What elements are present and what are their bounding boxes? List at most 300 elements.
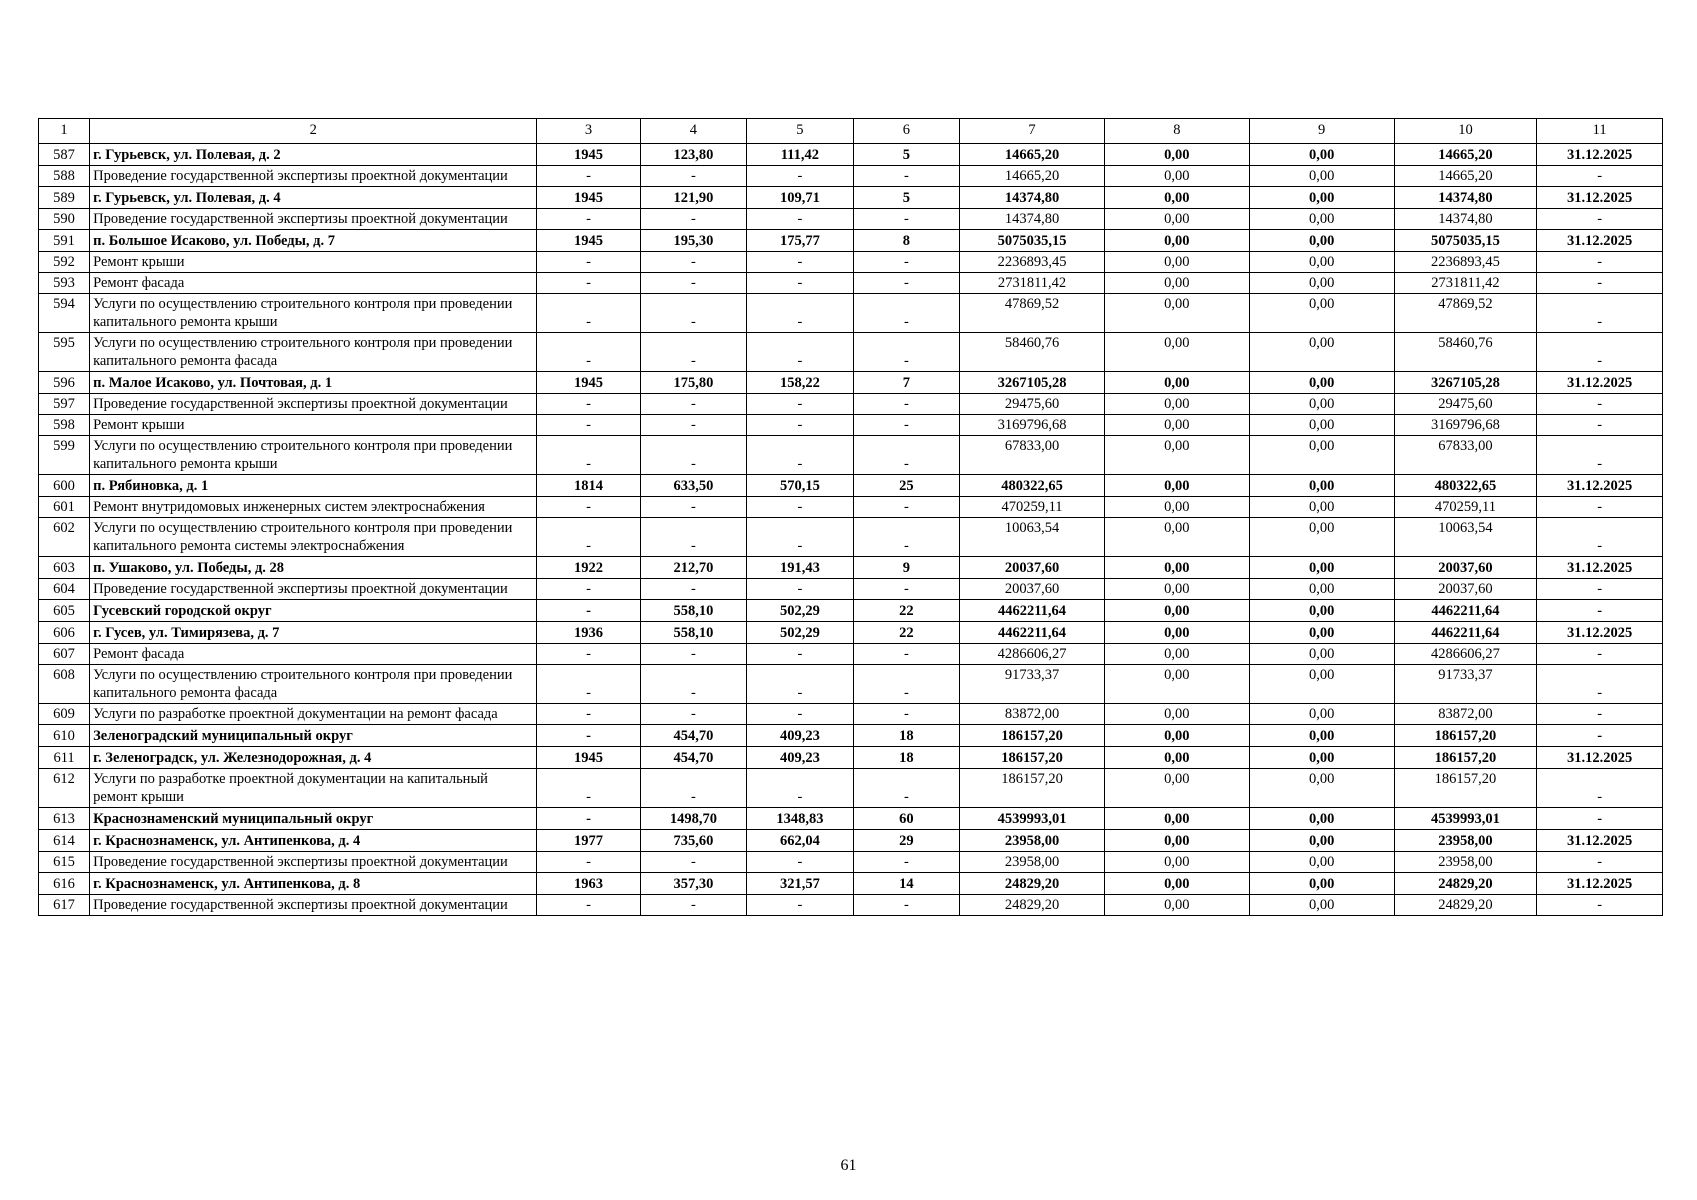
table-body <box>39 144 1663 916</box>
area-living-cell: - <box>747 665 853 704</box>
year-cell: 1814 <box>537 475 640 497</box>
cost-total-cell: 2236893,45 <box>960 252 1105 273</box>
cost-col10-cell: 23958,00 <box>1394 852 1537 873</box>
year-cell: 1977 <box>537 830 640 852</box>
row-number-cell: 612 <box>39 769 90 808</box>
area-total-cell: 633,50 <box>640 475 746 497</box>
row-number-cell: 598 <box>39 415 90 436</box>
cost-col10-cell: 3267105,28 <box>1394 372 1537 394</box>
cost-col10-cell: 5075035,15 <box>1394 230 1537 252</box>
cost-col9-cell: 0,00 <box>1249 394 1394 415</box>
cost-total-cell: 4286606,27 <box>960 644 1105 665</box>
area-total-cell: - <box>640 294 746 333</box>
table-row-address <box>39 187 1663 209</box>
area-living-cell: 321,57 <box>747 873 853 895</box>
residents-cell: 60 <box>853 808 959 830</box>
cost-col8-cell: 0,00 <box>1104 557 1249 579</box>
year-cell: 1945 <box>537 372 640 394</box>
year-cell: - <box>537 333 640 372</box>
cost-col8-cell: 0,00 <box>1104 415 1249 436</box>
cost-col8-cell: 0,00 <box>1104 830 1249 852</box>
deadline-cell: 31.12.2025 <box>1537 873 1663 895</box>
row-number-cell: 595 <box>39 333 90 372</box>
cost-col8-cell: 0,00 <box>1104 747 1249 769</box>
cost-col9-cell: 0,00 <box>1249 665 1394 704</box>
table-row-work <box>39 415 1663 436</box>
table-row-work <box>39 665 1663 704</box>
deadline-cell: - <box>1537 665 1663 704</box>
item-name-cell: Ремонт крыши <box>90 252 537 273</box>
table-row-address <box>39 144 1663 166</box>
deadline-cell: - <box>1537 808 1663 830</box>
residents-cell: 8 <box>853 230 959 252</box>
area-total-cell: - <box>640 333 746 372</box>
residents-cell: 22 <box>853 600 959 622</box>
cost-col9-cell: 0,00 <box>1249 830 1394 852</box>
cost-col9-cell: 0,00 <box>1249 333 1394 372</box>
cost-col9-cell: 0,00 <box>1249 497 1394 518</box>
area-total-cell: - <box>640 394 746 415</box>
cost-total-cell: 2731811,42 <box>960 273 1105 294</box>
year-cell: 1945 <box>537 230 640 252</box>
cost-total-cell: 23958,00 <box>960 852 1105 873</box>
area-total-cell: 121,90 <box>640 187 746 209</box>
header-cell: 4 <box>640 119 746 144</box>
year-cell: 1945 <box>537 144 640 166</box>
year-cell: - <box>537 769 640 808</box>
year-cell: 1936 <box>537 622 640 644</box>
cost-col9-cell: 0,00 <box>1249 209 1394 230</box>
cost-col9-cell: 0,00 <box>1249 725 1394 747</box>
cost-col9-cell: 0,00 <box>1249 579 1394 600</box>
row-number-cell: 615 <box>39 852 90 873</box>
deadline-cell: 31.12.2025 <box>1537 230 1663 252</box>
table-row-work <box>39 644 1663 665</box>
row-number-cell: 609 <box>39 704 90 725</box>
table-row-work <box>39 394 1663 415</box>
area-total-cell: - <box>640 852 746 873</box>
table-row-address <box>39 557 1663 579</box>
cost-col9-cell: 0,00 <box>1249 252 1394 273</box>
area-total-cell: - <box>640 665 746 704</box>
area-total-cell: 357,30 <box>640 873 746 895</box>
header-cell: 10 <box>1394 119 1537 144</box>
cost-col8-cell: 0,00 <box>1104 497 1249 518</box>
document-page <box>38 118 1663 916</box>
cost-total-cell: 24829,20 <box>960 873 1105 895</box>
item-name-cell: г. Краснознаменск, ул. Антипенкова, д. 4 <box>90 830 537 852</box>
cost-total-cell: 14374,80 <box>960 209 1105 230</box>
year-cell: - <box>537 644 640 665</box>
row-number-cell: 596 <box>39 372 90 394</box>
cost-col8-cell: 0,00 <box>1104 436 1249 475</box>
item-name-cell: Услуги по осуществлению строительного контроля при проведении капитального ремонта крыши <box>90 294 537 333</box>
cost-col8-cell: 0,00 <box>1104 144 1249 166</box>
item-name-cell: Зеленоградский муниципальный округ <box>90 725 537 747</box>
area-total-cell: - <box>640 518 746 557</box>
deadline-cell: 31.12.2025 <box>1537 187 1663 209</box>
cost-col10-cell: 24829,20 <box>1394 873 1537 895</box>
deadline-cell: 31.12.2025 <box>1537 144 1663 166</box>
area-total-cell: 454,70 <box>640 725 746 747</box>
cost-col9-cell: 0,00 <box>1249 415 1394 436</box>
residents-cell: 5 <box>853 144 959 166</box>
area-total-cell: - <box>640 644 746 665</box>
year-cell: - <box>537 895 640 916</box>
cost-total-cell: 470259,11 <box>960 497 1105 518</box>
header-cell: 11 <box>1537 119 1663 144</box>
area-total-cell: - <box>640 273 746 294</box>
area-living-cell: 158,22 <box>747 372 853 394</box>
cost-col10-cell: 10063,54 <box>1394 518 1537 557</box>
item-name-cell: Ремонт внутридомовых инженерных систем электроснабжения <box>90 497 537 518</box>
deadline-cell: 31.12.2025 <box>1537 830 1663 852</box>
cost-col10-cell: 14665,20 <box>1394 144 1537 166</box>
item-name-cell: Проведение государственной экспертизы проектной документации <box>90 166 537 187</box>
cost-col9-cell: 0,00 <box>1249 600 1394 622</box>
cost-col9-cell: 0,00 <box>1249 704 1394 725</box>
residents-cell: - <box>853 895 959 916</box>
row-number-cell: 592 <box>39 252 90 273</box>
cost-col9-cell: 0,00 <box>1249 144 1394 166</box>
cost-total-cell: 29475,60 <box>960 394 1105 415</box>
deadline-cell: - <box>1537 895 1663 916</box>
row-number-cell: 591 <box>39 230 90 252</box>
deadline-cell: - <box>1537 644 1663 665</box>
table-row-work <box>39 895 1663 916</box>
cost-col10-cell: 20037,60 <box>1394 557 1537 579</box>
residents-cell: - <box>853 415 959 436</box>
cost-col10-cell: 4539993,01 <box>1394 808 1537 830</box>
area-living-cell: - <box>747 294 853 333</box>
year-cell: - <box>537 415 640 436</box>
area-living-cell: - <box>747 644 853 665</box>
item-name-cell: Услуги по осуществлению строительного контроля при проведении капитального ремонта системы электроснабжения <box>90 518 537 557</box>
cost-col10-cell: 29475,60 <box>1394 394 1537 415</box>
area-living-cell: - <box>747 895 853 916</box>
area-living-cell: - <box>747 436 853 475</box>
row-number-cell: 590 <box>39 209 90 230</box>
cost-col10-cell: 470259,11 <box>1394 497 1537 518</box>
residents-cell: 29 <box>853 830 959 852</box>
item-name-cell: п. Рябиновка, д. 1 <box>90 475 537 497</box>
deadline-cell: - <box>1537 294 1663 333</box>
table-row-address <box>39 873 1663 895</box>
row-number-cell: 602 <box>39 518 90 557</box>
cost-col10-cell: 4462211,64 <box>1394 622 1537 644</box>
area-living-cell: - <box>747 166 853 187</box>
row-number-cell: 603 <box>39 557 90 579</box>
cost-col9-cell: 0,00 <box>1249 769 1394 808</box>
residents-cell: - <box>853 644 959 665</box>
cost-col8-cell: 0,00 <box>1104 704 1249 725</box>
item-name-cell: Услуги по осуществлению строительного контроля при проведении капитального ремонта крыши <box>90 436 537 475</box>
row-number-cell: 607 <box>39 644 90 665</box>
year-cell: 1945 <box>537 187 640 209</box>
table-row-work <box>39 166 1663 187</box>
table-row-work <box>39 769 1663 808</box>
header-cell: 3 <box>537 119 640 144</box>
row-number-cell: 597 <box>39 394 90 415</box>
deadline-cell: - <box>1537 600 1663 622</box>
area-living-cell: 570,15 <box>747 475 853 497</box>
deadline-cell: - <box>1537 579 1663 600</box>
table-row-work <box>39 852 1663 873</box>
cost-col8-cell: 0,00 <box>1104 187 1249 209</box>
repair-plan-table <box>38 118 1663 916</box>
row-number-cell: 604 <box>39 579 90 600</box>
area-living-cell: - <box>747 394 853 415</box>
residents-cell: - <box>853 704 959 725</box>
deadline-cell: - <box>1537 518 1663 557</box>
cost-total-cell: 10063,54 <box>960 518 1105 557</box>
year-cell: - <box>537 665 640 704</box>
year-cell: - <box>537 600 640 622</box>
item-name-cell: Услуги по разработке проектной документации на капитальный ремонт крыши <box>90 769 537 808</box>
area-living-cell: - <box>747 333 853 372</box>
year-cell: - <box>537 725 640 747</box>
row-number-cell: 614 <box>39 830 90 852</box>
residents-cell: - <box>853 294 959 333</box>
cost-total-cell: 3267105,28 <box>960 372 1105 394</box>
cost-col9-cell: 0,00 <box>1249 873 1394 895</box>
area-total-cell: 123,80 <box>640 144 746 166</box>
cost-col9-cell: 0,00 <box>1249 436 1394 475</box>
cost-col8-cell: 0,00 <box>1104 475 1249 497</box>
deadline-cell: 31.12.2025 <box>1537 747 1663 769</box>
table-row-address <box>39 475 1663 497</box>
item-name-cell: Проведение государственной экспертизы проектной документации <box>90 852 537 873</box>
cost-col10-cell: 4462211,64 <box>1394 600 1537 622</box>
deadline-cell: - <box>1537 252 1663 273</box>
deadline-cell: 31.12.2025 <box>1537 557 1663 579</box>
residents-cell: - <box>853 436 959 475</box>
cost-col8-cell: 0,00 <box>1104 209 1249 230</box>
cost-col10-cell: 14374,80 <box>1394 187 1537 209</box>
item-name-cell: п. Большое Исаково, ул. Победы, д. 7 <box>90 230 537 252</box>
table-row-address <box>39 725 1663 747</box>
item-name-cell: г. Краснознаменск, ул. Антипенкова, д. 8 <box>90 873 537 895</box>
year-cell: - <box>537 394 640 415</box>
page-number: 61 <box>840 1157 857 1174</box>
cost-total-cell: 4539993,01 <box>960 808 1105 830</box>
residents-cell: 9 <box>853 557 959 579</box>
cost-col10-cell: 47869,52 <box>1394 294 1537 333</box>
cost-col8-cell: 0,00 <box>1104 622 1249 644</box>
row-number-cell: 594 <box>39 294 90 333</box>
area-total-cell: - <box>640 497 746 518</box>
cost-col8-cell: 0,00 <box>1104 372 1249 394</box>
row-number-cell: 589 <box>39 187 90 209</box>
year-cell: - <box>537 808 640 830</box>
table-row-work <box>39 209 1663 230</box>
table-row-work <box>39 294 1663 333</box>
residents-cell: 25 <box>853 475 959 497</box>
area-total-cell: - <box>640 415 746 436</box>
residents-cell: - <box>853 394 959 415</box>
cost-col8-cell: 0,00 <box>1104 273 1249 294</box>
cost-total-cell: 4462211,64 <box>960 600 1105 622</box>
item-name-cell: г. Гурьевск, ул. Полевая, д. 2 <box>90 144 537 166</box>
cost-col10-cell: 83872,00 <box>1394 704 1537 725</box>
header-cell: 7 <box>960 119 1105 144</box>
cost-total-cell: 14665,20 <box>960 166 1105 187</box>
year-cell: - <box>537 497 640 518</box>
cost-col9-cell: 0,00 <box>1249 895 1394 916</box>
row-number-cell: 606 <box>39 622 90 644</box>
table-row-work <box>39 579 1663 600</box>
residents-cell: 14 <box>853 873 959 895</box>
deadline-cell: 31.12.2025 <box>1537 372 1663 394</box>
cost-total-cell: 5075035,15 <box>960 230 1105 252</box>
cost-col8-cell: 0,00 <box>1104 518 1249 557</box>
cost-col10-cell: 67833,00 <box>1394 436 1537 475</box>
residents-cell: 7 <box>853 372 959 394</box>
cost-col8-cell: 0,00 <box>1104 600 1249 622</box>
row-number-cell: 587 <box>39 144 90 166</box>
cost-col9-cell: 0,00 <box>1249 808 1394 830</box>
cost-col8-cell: 0,00 <box>1104 294 1249 333</box>
header-cell: 1 <box>39 119 90 144</box>
deadline-cell: - <box>1537 415 1663 436</box>
cost-col8-cell: 0,00 <box>1104 166 1249 187</box>
cost-col8-cell: 0,00 <box>1104 394 1249 415</box>
item-name-cell: г. Гусев, ул. Тимирязева, д. 7 <box>90 622 537 644</box>
deadline-cell: - <box>1537 333 1663 372</box>
cost-col10-cell: 186157,20 <box>1394 725 1537 747</box>
cost-total-cell: 20037,60 <box>960 557 1105 579</box>
residents-cell: - <box>853 518 959 557</box>
header-cell: 6 <box>853 119 959 144</box>
item-name-cell: Проведение государственной экспертизы проектной документации <box>90 394 537 415</box>
year-cell: - <box>537 436 640 475</box>
cost-col10-cell: 20037,60 <box>1394 579 1537 600</box>
residents-cell: 22 <box>853 622 959 644</box>
item-name-cell: Услуги по осуществлению строительного контроля при проведении капитального ремонта фасада <box>90 665 537 704</box>
area-living-cell: 175,77 <box>747 230 853 252</box>
area-living-cell: - <box>747 579 853 600</box>
row-number-cell: 608 <box>39 665 90 704</box>
deadline-cell: - <box>1537 704 1663 725</box>
cost-col9-cell: 0,00 <box>1249 557 1394 579</box>
cost-col9-cell: 0,00 <box>1249 166 1394 187</box>
residents-cell: - <box>853 252 959 273</box>
area-living-cell: - <box>747 769 853 808</box>
cost-total-cell: 186157,20 <box>960 747 1105 769</box>
cost-col9-cell: 0,00 <box>1249 518 1394 557</box>
cost-col8-cell: 0,00 <box>1104 873 1249 895</box>
row-number-cell: 617 <box>39 895 90 916</box>
area-living-cell: 409,23 <box>747 747 853 769</box>
area-living-cell: 1348,83 <box>747 808 853 830</box>
cost-col8-cell: 0,00 <box>1104 725 1249 747</box>
deadline-cell: - <box>1537 394 1663 415</box>
item-name-cell: Услуги по разработке проектной документации на ремонт фасада <box>90 704 537 725</box>
cost-total-cell: 20037,60 <box>960 579 1105 600</box>
item-name-cell: п. Малое Исаково, ул. Почтовая, д. 1 <box>90 372 537 394</box>
area-living-cell: 502,29 <box>747 600 853 622</box>
year-cell: 1922 <box>537 557 640 579</box>
header-cell: 8 <box>1104 119 1249 144</box>
area-living-cell: - <box>747 273 853 294</box>
cost-col8-cell: 0,00 <box>1104 808 1249 830</box>
cost-total-cell: 58460,76 <box>960 333 1105 372</box>
cost-col9-cell: 0,00 <box>1249 273 1394 294</box>
area-total-cell: 212,70 <box>640 557 746 579</box>
year-cell: - <box>537 273 640 294</box>
residents-cell: - <box>853 579 959 600</box>
area-living-cell: - <box>747 252 853 273</box>
year-cell: - <box>537 294 640 333</box>
cost-total-cell: 4462211,64 <box>960 622 1105 644</box>
table-row-address <box>39 830 1663 852</box>
year-cell: - <box>537 579 640 600</box>
row-number-cell: 605 <box>39 600 90 622</box>
table-row-address <box>39 747 1663 769</box>
cost-col9-cell: 0,00 <box>1249 852 1394 873</box>
year-cell: - <box>537 209 640 230</box>
cost-col10-cell: 186157,20 <box>1394 747 1537 769</box>
area-total-cell: - <box>640 895 746 916</box>
deadline-cell: - <box>1537 273 1663 294</box>
deadline-cell: - <box>1537 725 1663 747</box>
cost-total-cell: 91733,37 <box>960 665 1105 704</box>
cost-col9-cell: 0,00 <box>1249 644 1394 665</box>
cost-total-cell: 14374,80 <box>960 187 1105 209</box>
row-number-cell: 616 <box>39 873 90 895</box>
cost-col10-cell: 480322,65 <box>1394 475 1537 497</box>
table-row-address <box>39 622 1663 644</box>
year-cell: 1963 <box>537 873 640 895</box>
area-total-cell: - <box>640 252 746 273</box>
cost-col9-cell: 0,00 <box>1249 294 1394 333</box>
cost-col9-cell: 0,00 <box>1249 187 1394 209</box>
table-row-address <box>39 808 1663 830</box>
row-number-cell: 601 <box>39 497 90 518</box>
cost-col10-cell: 186157,20 <box>1394 769 1537 808</box>
area-total-cell: 454,70 <box>640 747 746 769</box>
item-name-cell: Проведение государственной экспертизы проектной документации <box>90 209 537 230</box>
row-number-cell: 611 <box>39 747 90 769</box>
header-cell: 5 <box>747 119 853 144</box>
cost-col10-cell: 4286606,27 <box>1394 644 1537 665</box>
table-row-address <box>39 600 1663 622</box>
residents-cell: - <box>853 852 959 873</box>
cost-total-cell: 3169796,68 <box>960 415 1105 436</box>
area-living-cell: - <box>747 497 853 518</box>
area-total-cell: 558,10 <box>640 622 746 644</box>
cost-col9-cell: 0,00 <box>1249 475 1394 497</box>
header-cell: 9 <box>1249 119 1394 144</box>
residents-cell: - <box>853 665 959 704</box>
cost-col8-cell: 0,00 <box>1104 644 1249 665</box>
area-total-cell: 558,10 <box>640 600 746 622</box>
residents-cell: - <box>853 769 959 808</box>
cost-total-cell: 186157,20 <box>960 725 1105 747</box>
item-name-cell: Ремонт фасада <box>90 273 537 294</box>
item-name-cell: Проведение государственной экспертизы проектной документации <box>90 895 537 916</box>
deadline-cell: - <box>1537 166 1663 187</box>
item-name-cell: Краснознаменский муниципальный округ <box>90 808 537 830</box>
cost-col8-cell: 0,00 <box>1104 333 1249 372</box>
deadline-cell: 31.12.2025 <box>1537 475 1663 497</box>
residents-cell: - <box>853 273 959 294</box>
area-total-cell: 195,30 <box>640 230 746 252</box>
table-row-address <box>39 230 1663 252</box>
row-number-cell: 599 <box>39 436 90 475</box>
cost-col10-cell: 14374,80 <box>1394 209 1537 230</box>
area-living-cell: - <box>747 518 853 557</box>
